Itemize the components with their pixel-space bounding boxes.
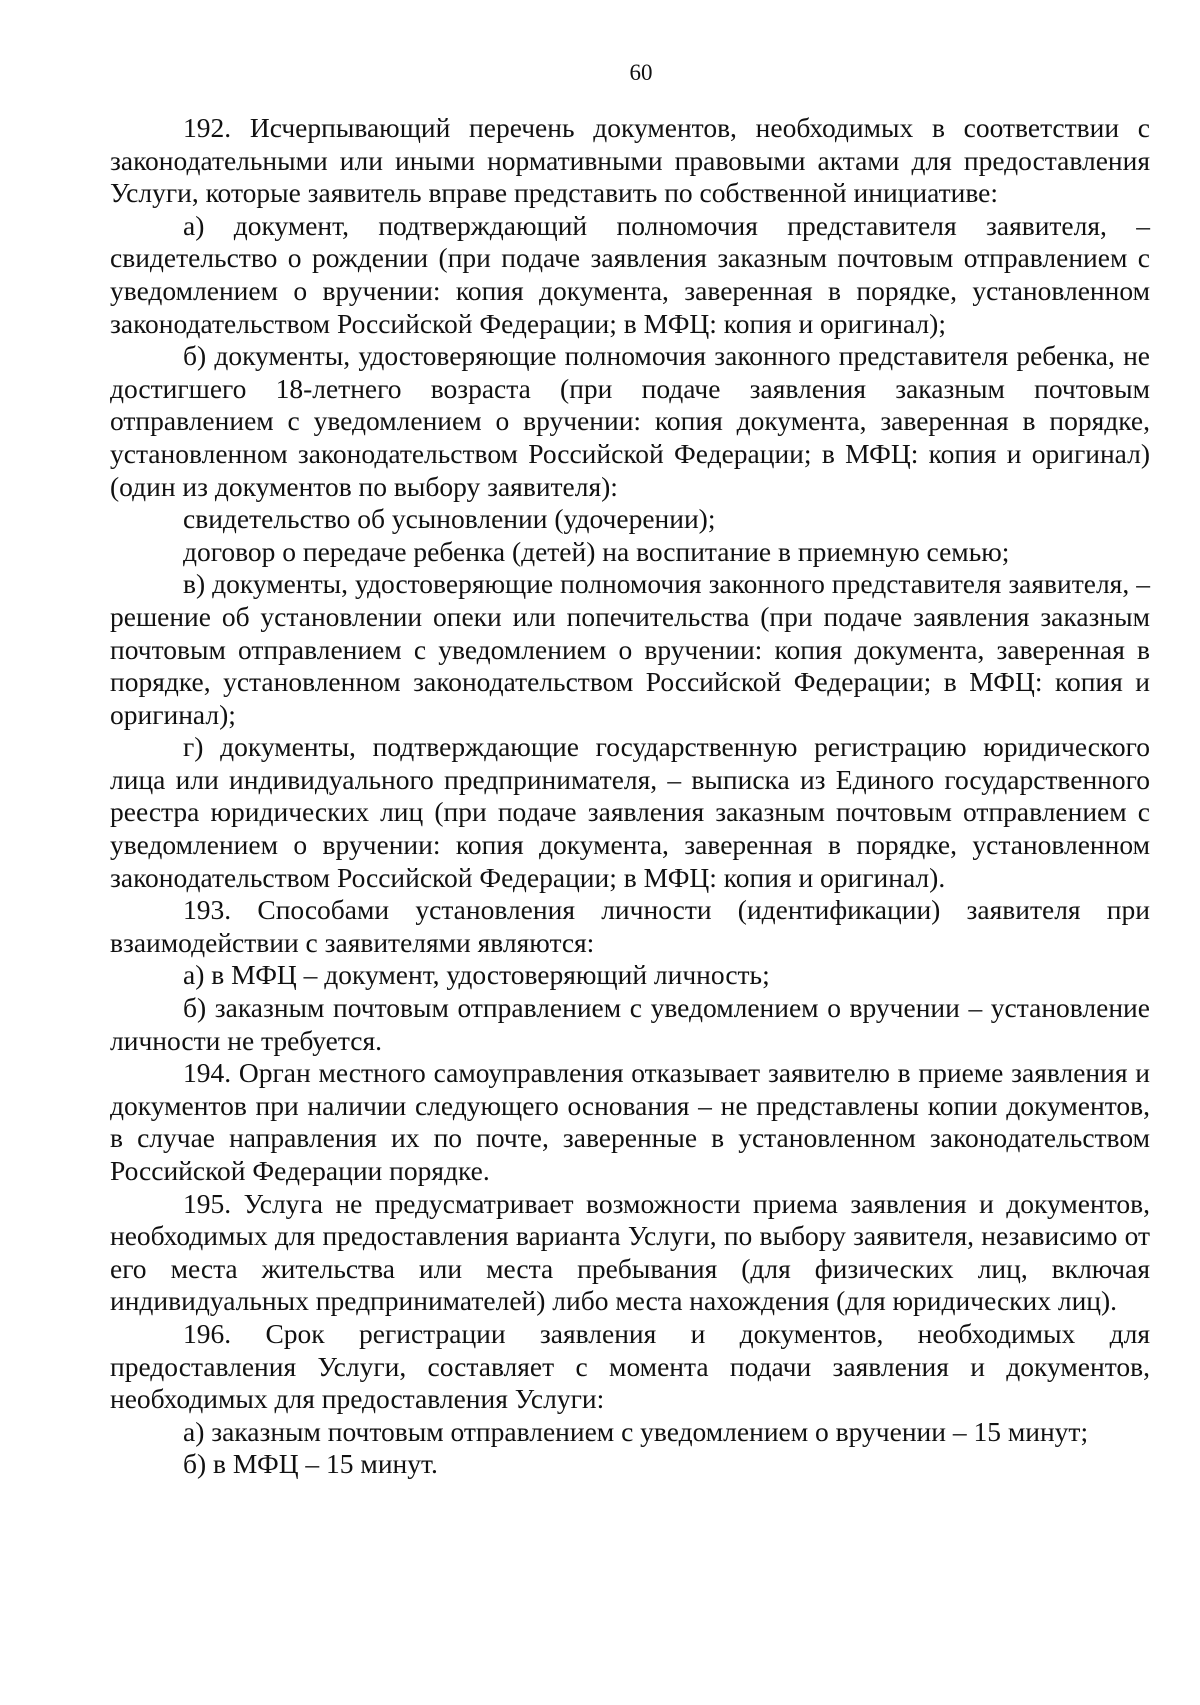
paragraph-192-b-item-2: договор о передаче ребенка (детей) на воспитание в приемную семью; <box>183 535 1010 567</box>
paragraph-192-g: г) документы, подтверждающие государственную регистрацию юридического лица или индивидуального предпринимателя, – выписка из Единого государственного реестра юридических лиц (при подаче заявления заказным почтовым отправлением с уведомлением о вручении: копия документа, заверенная в порядке, установленном законодательством Российской Федерации; в МФЦ: копия и оригинал). <box>110 731 1150 893</box>
document-body <box>110 58 1150 1481</box>
paragraph-194: 194. Орган местного самоуправления отказывает заявителю в приеме заявления и документов при наличии следующего основания – не представлены копии документов, в случае направления их по почте, заверенные в установленном законодательством Российской Федерации порядке. <box>110 1057 1150 1186</box>
paragraph-193-a: а) в МФЦ – документ, удостоверяющий личность; <box>183 959 770 991</box>
paragraph-193-b: б) заказным почтовым отправлением с уведомлением о вручении – установление личности не требуется. <box>110 992 1150 1056</box>
paragraph-192-b-item-1: свидетельство об усыновлении (удочерении); <box>183 503 716 535</box>
paragraph-192-a: а) документ, подтверждающий полномочия представителя заявителя, – свидетельство о рождении (при подаче заявления заказным почтовым отправлением с уведомлением о вручении: копия документа, заверенная в порядке, установленном законодательством Российской Федерации; в МФЦ: копия и оригинал); <box>110 209 1150 339</box>
paragraph-196-b: б) в МФЦ – 15 минут. <box>183 1448 438 1480</box>
paragraph-196: 196. Срок регистрации заявления и документов, необходимых для предоставления Услуги, составляет с момента подачи заявления и документов, необходимых для предоставления Услуги: <box>110 1317 1150 1415</box>
page-number: 60 <box>629 60 653 85</box>
paragraph-196-a: а) заказным почтовым отправлением с уведомлением о вручении – 15 минут; <box>183 1415 1089 1447</box>
paragraph-192-b: б) документы, удостоверяющие полномочия законного представителя ребенка, не достигшего 18-летнего возраста (при подаче заявления заказным почтовым отправлением с уведомлением о вручении: копия документа, заверенная в порядке, установленном законодательством Российской Федерации; в МФЦ: копия и оригинал) (один из документов по выбору заявителя): <box>110 340 1150 502</box>
paragraph-192-v: в) документы, удостоверяющие полномочия законного представителя заявителя, – решение об установлении опеки или попечительства (при подаче заявления заказным почтовым отправлением с уведомлением о вручении: копия документа, заверенная в порядке, установленном законодательством Российской Федерации; в МФЦ: копия и оригинал); <box>110 568 1150 730</box>
paragraph-195: 195. Услуга не предусматривает возможности приема заявления и документов, необходимых для предоставления варианта Услуги, по выбору заявителя, независимо от его места жительства или места пребывания (для физических лиц, включая индивидуальных предпринимателей) либо места нахождения (для юридических лиц). <box>110 1187 1150 1317</box>
paragraph-193: 193. Способами установления личности (идентификации) заявителя при взаимодействии с заявителями являются: <box>110 894 1150 958</box>
paragraph-192: 192. Исчерпывающий перечень документов, необходимых в соответствии с законодательными или иными нормативными правовыми актами для предоставления Услуги, которые заявитель вправе представить по собственной инициативе: <box>110 112 1150 209</box>
